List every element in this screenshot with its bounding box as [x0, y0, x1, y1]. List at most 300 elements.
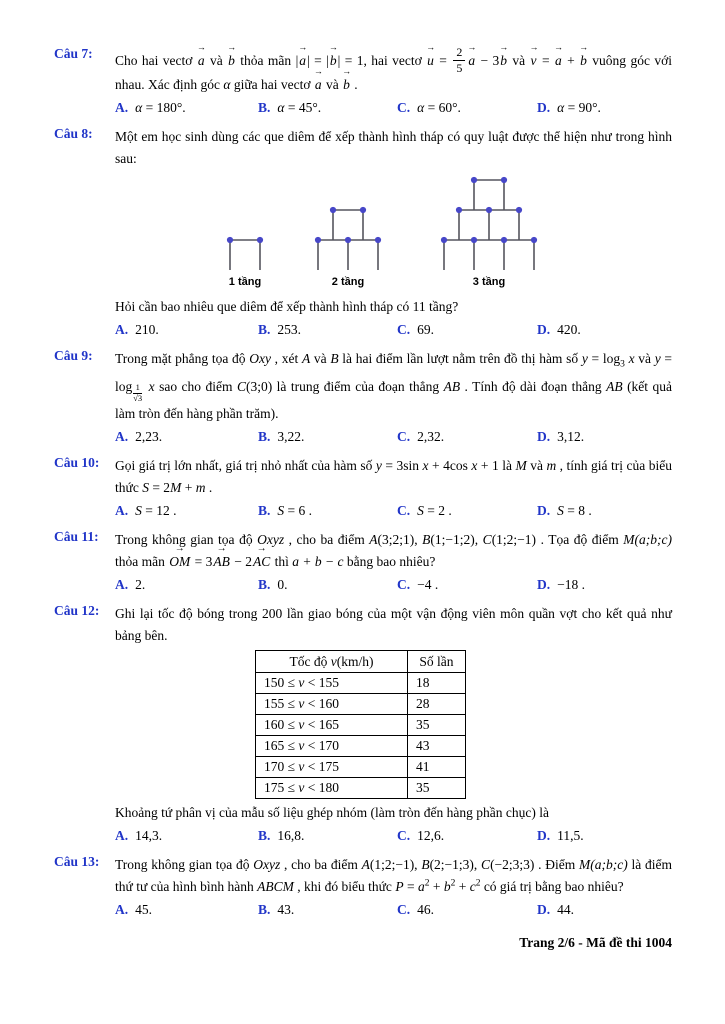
vector-OM: OM →: [168, 551, 191, 573]
svg-text:2 tầng: 2 tầng: [331, 276, 365, 289]
option-math: α: [277, 100, 285, 116]
text-run: và: [310, 351, 331, 367]
math-v: v: [298, 759, 305, 775]
equals: =: [434, 53, 452, 68]
text-run: và: [526, 457, 547, 473]
table-header-row: [256, 650, 466, 672]
math-a: a: [417, 878, 425, 894]
math-C: C: [482, 531, 492, 547]
vector-b: b →: [499, 50, 508, 72]
option-key: C.: [397, 100, 411, 116]
math-y: y: [375, 457, 382, 473]
math-M: M: [579, 856, 591, 872]
text-run: Cho hai vectơ: [115, 53, 197, 68]
text-run: Trong mặt phẳng tọa độ: [115, 351, 250, 367]
option-key: D.: [537, 576, 551, 592]
text-run: thỏa mãn: [235, 53, 296, 68]
option-d: [537, 97, 672, 119]
option-text: 3,12.: [557, 428, 585, 444]
option-a: [115, 574, 258, 596]
option-text: 12,6.: [417, 827, 445, 843]
option-key: A.: [115, 576, 129, 592]
options-row: [115, 899, 672, 921]
math-v: v: [298, 780, 305, 796]
vector-a: a →: [467, 50, 476, 72]
option-d: [537, 574, 672, 596]
table-row: [256, 672, 466, 693]
text-run: thỏa mãn: [115, 553, 169, 569]
point-coords: (a;b;c): [634, 531, 672, 547]
option-b: [258, 97, 397, 119]
option-text: 16,8.: [277, 827, 305, 843]
math-B: B: [330, 351, 339, 367]
point-coords: (a;b;c): [590, 856, 628, 872]
option-c: [397, 899, 537, 921]
leq-sign: ≤: [287, 759, 296, 775]
option-key: A.: [115, 322, 129, 338]
lt-sign: <: [307, 675, 316, 691]
option-text: 2,32.: [417, 428, 445, 444]
question-12: [54, 603, 672, 847]
table-row: [256, 756, 466, 777]
option-d: [537, 500, 672, 522]
text-run: Gọi giá trị lớn nhất, giá trị nhỏ nhất của hàm số: [115, 457, 376, 473]
vector-b: b →: [342, 74, 351, 96]
point-coords: (3;2;1),: [377, 531, 423, 547]
option-text: 14,3.: [135, 827, 163, 843]
option-key: C.: [397, 502, 411, 518]
point-coords: (2;−1;3),: [429, 856, 482, 872]
svg-text:1 tầng: 1 tầng: [228, 276, 262, 289]
option-c: [397, 825, 537, 847]
range-hi: 165: [318, 717, 340, 733]
alpha-symbol: α: [223, 77, 231, 93]
question-text: [115, 802, 672, 824]
math-expression: a + b − c: [292, 553, 344, 569]
point-coords: (1;2;−1),: [369, 856, 422, 872]
abs-bar: |: [337, 53, 341, 68]
range-cell: [256, 735, 408, 756]
math-x: x: [628, 351, 635, 367]
count-cell: 43: [408, 735, 466, 756]
option-d: [537, 319, 672, 341]
option-c: [397, 319, 537, 341]
fraction-numerator: 2: [453, 46, 465, 61]
superscript-2: 2: [475, 878, 481, 889]
option-key: B.: [258, 901, 271, 917]
question-text: [115, 46, 672, 96]
range-hi: 160: [318, 696, 340, 712]
option-a: [115, 319, 258, 341]
option-math: α: [417, 100, 425, 116]
option-key: D.: [537, 827, 551, 843]
option-key: D.: [537, 502, 551, 518]
options-row: [115, 574, 672, 596]
option-key: D.: [537, 100, 551, 116]
option-key: A.: [115, 100, 129, 116]
range-cell: [256, 672, 408, 693]
math-P: P: [395, 878, 404, 894]
question-text: [115, 854, 672, 898]
option-math: S: [277, 502, 285, 518]
option-text: 2.: [135, 576, 146, 592]
option-text: = 8 .: [563, 502, 592, 518]
header-text: (km/h): [336, 653, 374, 669]
math-oxyz: Oxyz: [253, 856, 281, 872]
matchstick-figure-svg: [115, 174, 671, 290]
abs-bar: |: [307, 53, 310, 68]
options-row: [115, 97, 672, 119]
option-a: [115, 500, 258, 522]
lt-sign: <: [307, 738, 316, 754]
option-text: 2,23.: [135, 428, 163, 444]
lt-sign: <: [307, 759, 316, 775]
count-cell: 41: [408, 756, 466, 777]
option-d: [537, 825, 672, 847]
option-text: 253.: [277, 322, 302, 338]
text-run: là hai điểm lần lượt nằm trên đồ thị hàm số: [338, 351, 582, 367]
option-key: A.: [115, 502, 129, 518]
option-math: S: [417, 502, 424, 518]
option-key: A.: [115, 901, 129, 917]
math-M: M: [515, 457, 527, 473]
math-x: x: [471, 457, 478, 473]
math-B: B: [421, 856, 430, 872]
math-x: x: [422, 457, 429, 473]
vector-a: a →: [298, 50, 307, 72]
math-v: v: [298, 675, 305, 691]
range-hi: 180: [318, 780, 340, 796]
formula-run: + 4cos: [428, 457, 472, 473]
page-footer: [54, 935, 672, 951]
option-b: [258, 574, 397, 596]
option-a: [115, 825, 258, 847]
option-c: [397, 97, 537, 119]
equals: = 3: [191, 553, 213, 569]
col-header-speed: [256, 650, 408, 672]
text-run: giữa hai vectơ: [230, 77, 314, 93]
range-lo: 150: [264, 675, 285, 691]
option-math: S: [135, 502, 142, 518]
text-run: và: [508, 53, 530, 68]
plus: +: [455, 878, 470, 894]
leq-sign: ≤: [287, 675, 296, 691]
text-run: , tính giá trị của biểu thức: [115, 457, 672, 495]
minus: − 2: [230, 553, 252, 569]
question-13: [54, 854, 672, 921]
question-label: Câu 8:: [54, 126, 93, 142]
lt-sign: <: [307, 780, 316, 796]
text-run: Trong không gian tọa độ: [115, 856, 254, 872]
abs-bar: |: [326, 53, 329, 68]
equals: =: [309, 53, 327, 68]
superscript-2: 2: [450, 878, 456, 889]
table-row: [256, 693, 466, 714]
option-text: = 45°.: [284, 100, 322, 116]
option-text: 69.: [417, 322, 434, 338]
vector-u: u →: [426, 50, 435, 72]
option-key: B.: [258, 827, 271, 843]
text-run: . Tính độ dài đoạn thẳng: [460, 378, 607, 394]
range-lo: 160: [264, 717, 285, 733]
question-label: Câu 7:: [54, 46, 93, 61]
point-coords: (−2;3;3) . Điểm: [490, 856, 580, 872]
count-cell: 28: [408, 693, 466, 714]
text-run: , cho ba điểm: [284, 531, 370, 547]
vector-AC: AC →: [252, 551, 271, 573]
option-text: 11,5.: [557, 827, 584, 843]
math-v: v: [298, 717, 305, 733]
leq-sign: ≤: [287, 738, 296, 754]
leq-sign: ≤: [287, 717, 296, 733]
text-run: . Tọa độ điểm: [536, 531, 624, 547]
range-lo: 155: [264, 696, 285, 712]
speed-table: [255, 650, 466, 799]
question-label: Câu 13:: [54, 853, 100, 869]
log-base-fraction: [133, 383, 142, 403]
fraction-numerator: 1: [133, 383, 142, 393]
question-7: [54, 46, 672, 119]
text-run: Một em học sinh dùng các que diêm để xếp thành hình tháp có quy luật được thể hiện như trong hình sau:: [115, 129, 672, 167]
math-A: A: [301, 351, 311, 367]
footer-text: Trang 2/6 - Mã đề thi 1004: [519, 934, 672, 950]
text-run: .: [350, 77, 358, 93]
text-run: , cho ba điểm: [280, 856, 362, 872]
options-row: [115, 500, 672, 522]
math-c: c: [469, 878, 476, 894]
text-run: , xét: [270, 351, 302, 367]
abs-bar: |: [295, 53, 299, 68]
lt-sign: <: [307, 717, 316, 733]
option-b: [258, 426, 397, 448]
options-row: [115, 825, 672, 847]
svg-text:3 tầng: 3 tầng: [472, 276, 506, 289]
question-label: Câu 10:: [54, 454, 100, 470]
superscript-2: 2: [424, 878, 430, 889]
table-row: [256, 777, 466, 798]
option-b: [258, 319, 397, 341]
question-text: [115, 529, 672, 573]
range-hi: 155: [318, 675, 340, 691]
option-d: [537, 899, 672, 921]
option-key: B.: [258, 322, 271, 338]
text-run: (kết quả làm tròn đến hàng phần trăm).: [115, 378, 672, 421]
math-y: y: [654, 351, 661, 367]
text-run: Khoảng tứ phân vị của mẫu số liệu ghép nhóm (làm tròn đến hàng phần chục) là: [115, 804, 549, 820]
minus-3: − 3: [476, 53, 500, 68]
option-a: [115, 97, 258, 119]
question-9: [54, 348, 672, 448]
header-text: Tốc độ: [289, 653, 331, 669]
option-text: = 12 .: [141, 502, 177, 518]
vector-b: b →: [329, 50, 338, 72]
table-row: [256, 714, 466, 735]
option-text: 0.: [277, 576, 288, 592]
plus: +: [181, 479, 196, 495]
option-text: = 2 .: [423, 502, 452, 518]
question-10: [54, 455, 672, 522]
option-text: −4 .: [417, 576, 439, 592]
text-run: có giá trị bằng bao nhiêu?: [480, 878, 624, 894]
option-key: C.: [397, 576, 411, 592]
vector-AB: AB →: [212, 551, 231, 573]
point-coords: (1;2;−1): [491, 531, 537, 547]
text-run: là điểm thứ tư của hình bình hành: [115, 856, 672, 894]
table-row: [256, 735, 466, 756]
option-a: [115, 899, 258, 921]
text-run: Trong không gian tọa độ: [115, 531, 258, 547]
math-A: A: [361, 856, 370, 872]
option-key: C.: [397, 901, 411, 917]
col-header-count: Số lần: [408, 650, 466, 672]
question-label: Câu 9:: [54, 348, 93, 364]
plus: +: [429, 878, 444, 894]
math-m: m: [546, 457, 557, 473]
math-A: A: [369, 531, 378, 547]
math-C: C: [481, 856, 491, 872]
options-row: [115, 426, 672, 448]
formula-run: + 1 là: [477, 457, 516, 473]
question-8: [54, 126, 672, 341]
text-run: Hỏi cần bao nhiêu que diêm để xếp thành hình tháp có 11 tầng?: [115, 299, 459, 315]
range-lo: 175: [264, 780, 285, 796]
question-text: [115, 296, 672, 318]
option-c: [397, 500, 537, 522]
range-cell: [256, 714, 408, 735]
math-S: S: [142, 479, 149, 495]
log-text: = log: [587, 351, 621, 367]
option-key: B.: [258, 100, 271, 116]
fraction-denominator: √3: [133, 392, 143, 403]
lt-sign: <: [307, 696, 316, 712]
leq-sign: ≤: [287, 780, 296, 796]
math-b: b: [443, 878, 451, 894]
matchstick-figure: [115, 174, 672, 294]
option-text: = 180°.: [142, 100, 186, 116]
option-text: 44.: [557, 901, 574, 917]
range-cell: [256, 693, 408, 714]
text-run: sao cho điểm: [154, 378, 237, 394]
plus: +: [562, 53, 580, 68]
math-v: v: [298, 738, 305, 754]
range-cell: [256, 756, 408, 777]
vector-a: a →: [314, 74, 323, 96]
option-math: α: [135, 100, 143, 116]
option-key: D.: [537, 901, 551, 917]
option-key: B.: [258, 428, 271, 444]
point-coords: (1;−1;2),: [430, 531, 483, 547]
option-text: 43.: [277, 901, 295, 917]
option-key: C.: [397, 428, 411, 444]
math-v: v: [330, 653, 337, 669]
option-key: C.: [397, 827, 411, 843]
text-run: thì: [271, 553, 293, 569]
vector-b: b →: [227, 50, 236, 72]
math-abcm: ABCM: [257, 878, 294, 894]
text-run: , khi đó biểu thức: [293, 878, 396, 894]
range-hi: 175: [318, 759, 340, 775]
option-key: C.: [397, 322, 411, 338]
range-hi: 170: [318, 738, 340, 754]
option-text: 46.: [417, 901, 434, 917]
fraction-denominator: 5: [456, 60, 463, 75]
option-key: B.: [258, 576, 271, 592]
range-lo: 170: [264, 759, 285, 775]
range-lo: 165: [264, 738, 285, 754]
text-run: .: [205, 479, 213, 495]
math-oxy: Oxy: [249, 351, 271, 367]
count-cell: 35: [408, 777, 466, 798]
text-run: và: [322, 77, 343, 93]
option-text: 45.: [135, 901, 152, 917]
vector-b: b →: [579, 50, 588, 72]
option-key: D.: [537, 428, 551, 444]
count-cell: 18: [408, 672, 466, 693]
options-row: [115, 319, 672, 341]
option-key: A.: [115, 428, 129, 444]
math-M: M: [170, 479, 182, 495]
option-text: = 60°.: [424, 100, 461, 116]
option-math: α: [557, 100, 565, 116]
math-y: y: [581, 351, 588, 367]
question-text: [115, 348, 672, 425]
formula-run: = 3sin: [381, 457, 423, 473]
math-C: C: [236, 378, 246, 394]
option-text: = 90°.: [564, 100, 601, 116]
option-text: −18 .: [557, 576, 585, 592]
text-run: là trung điểm của đoạn thẳng: [272, 378, 444, 394]
option-c: [397, 574, 537, 596]
option-key: B.: [258, 502, 271, 518]
option-a: [115, 426, 258, 448]
question-text: [115, 455, 672, 499]
log-text: = log: [115, 351, 673, 394]
vector-v: v →: [530, 50, 538, 72]
question-11: [54, 529, 672, 596]
point-coords: (3;0): [245, 378, 273, 394]
text-run: bằng bao nhiêu?: [343, 553, 436, 569]
option-text: = 6 .: [284, 502, 313, 518]
math-oxyz: Oxyz: [257, 531, 285, 547]
text-run: Ghi lại tốc độ bóng trong 200 lần giao bóng của một vận động viên môn quần vợt cho kết quả như bảng bên.: [115, 605, 672, 643]
option-d: [537, 426, 672, 448]
count-cell: 35: [408, 714, 466, 735]
range-cell: [256, 777, 408, 798]
option-c: [397, 426, 537, 448]
vector-a: a →: [554, 50, 563, 72]
formula-run: = 2: [148, 479, 171, 495]
fraction-2-5: [453, 46, 465, 74]
option-text: 210.: [135, 322, 159, 338]
segment-AB: AB: [443, 378, 461, 394]
log-base-3: 3: [620, 359, 625, 370]
math-x: x: [148, 378, 155, 394]
option-b: [258, 500, 397, 522]
math-v: v: [298, 696, 305, 712]
option-b: [258, 899, 397, 921]
question-text: [115, 603, 672, 647]
equals: =: [537, 53, 554, 68]
option-key: D.: [537, 322, 551, 338]
vector-a: a →: [197, 50, 206, 72]
math-m: m: [195, 479, 206, 495]
text-run: vuông góc với nhau. Xác định góc: [115, 53, 672, 93]
option-text: 420.: [557, 322, 581, 338]
text-run: và: [634, 351, 655, 367]
text-run: và: [205, 53, 228, 68]
text-run: = 1, hai vectơ: [340, 53, 427, 68]
option-math: S: [557, 502, 564, 518]
